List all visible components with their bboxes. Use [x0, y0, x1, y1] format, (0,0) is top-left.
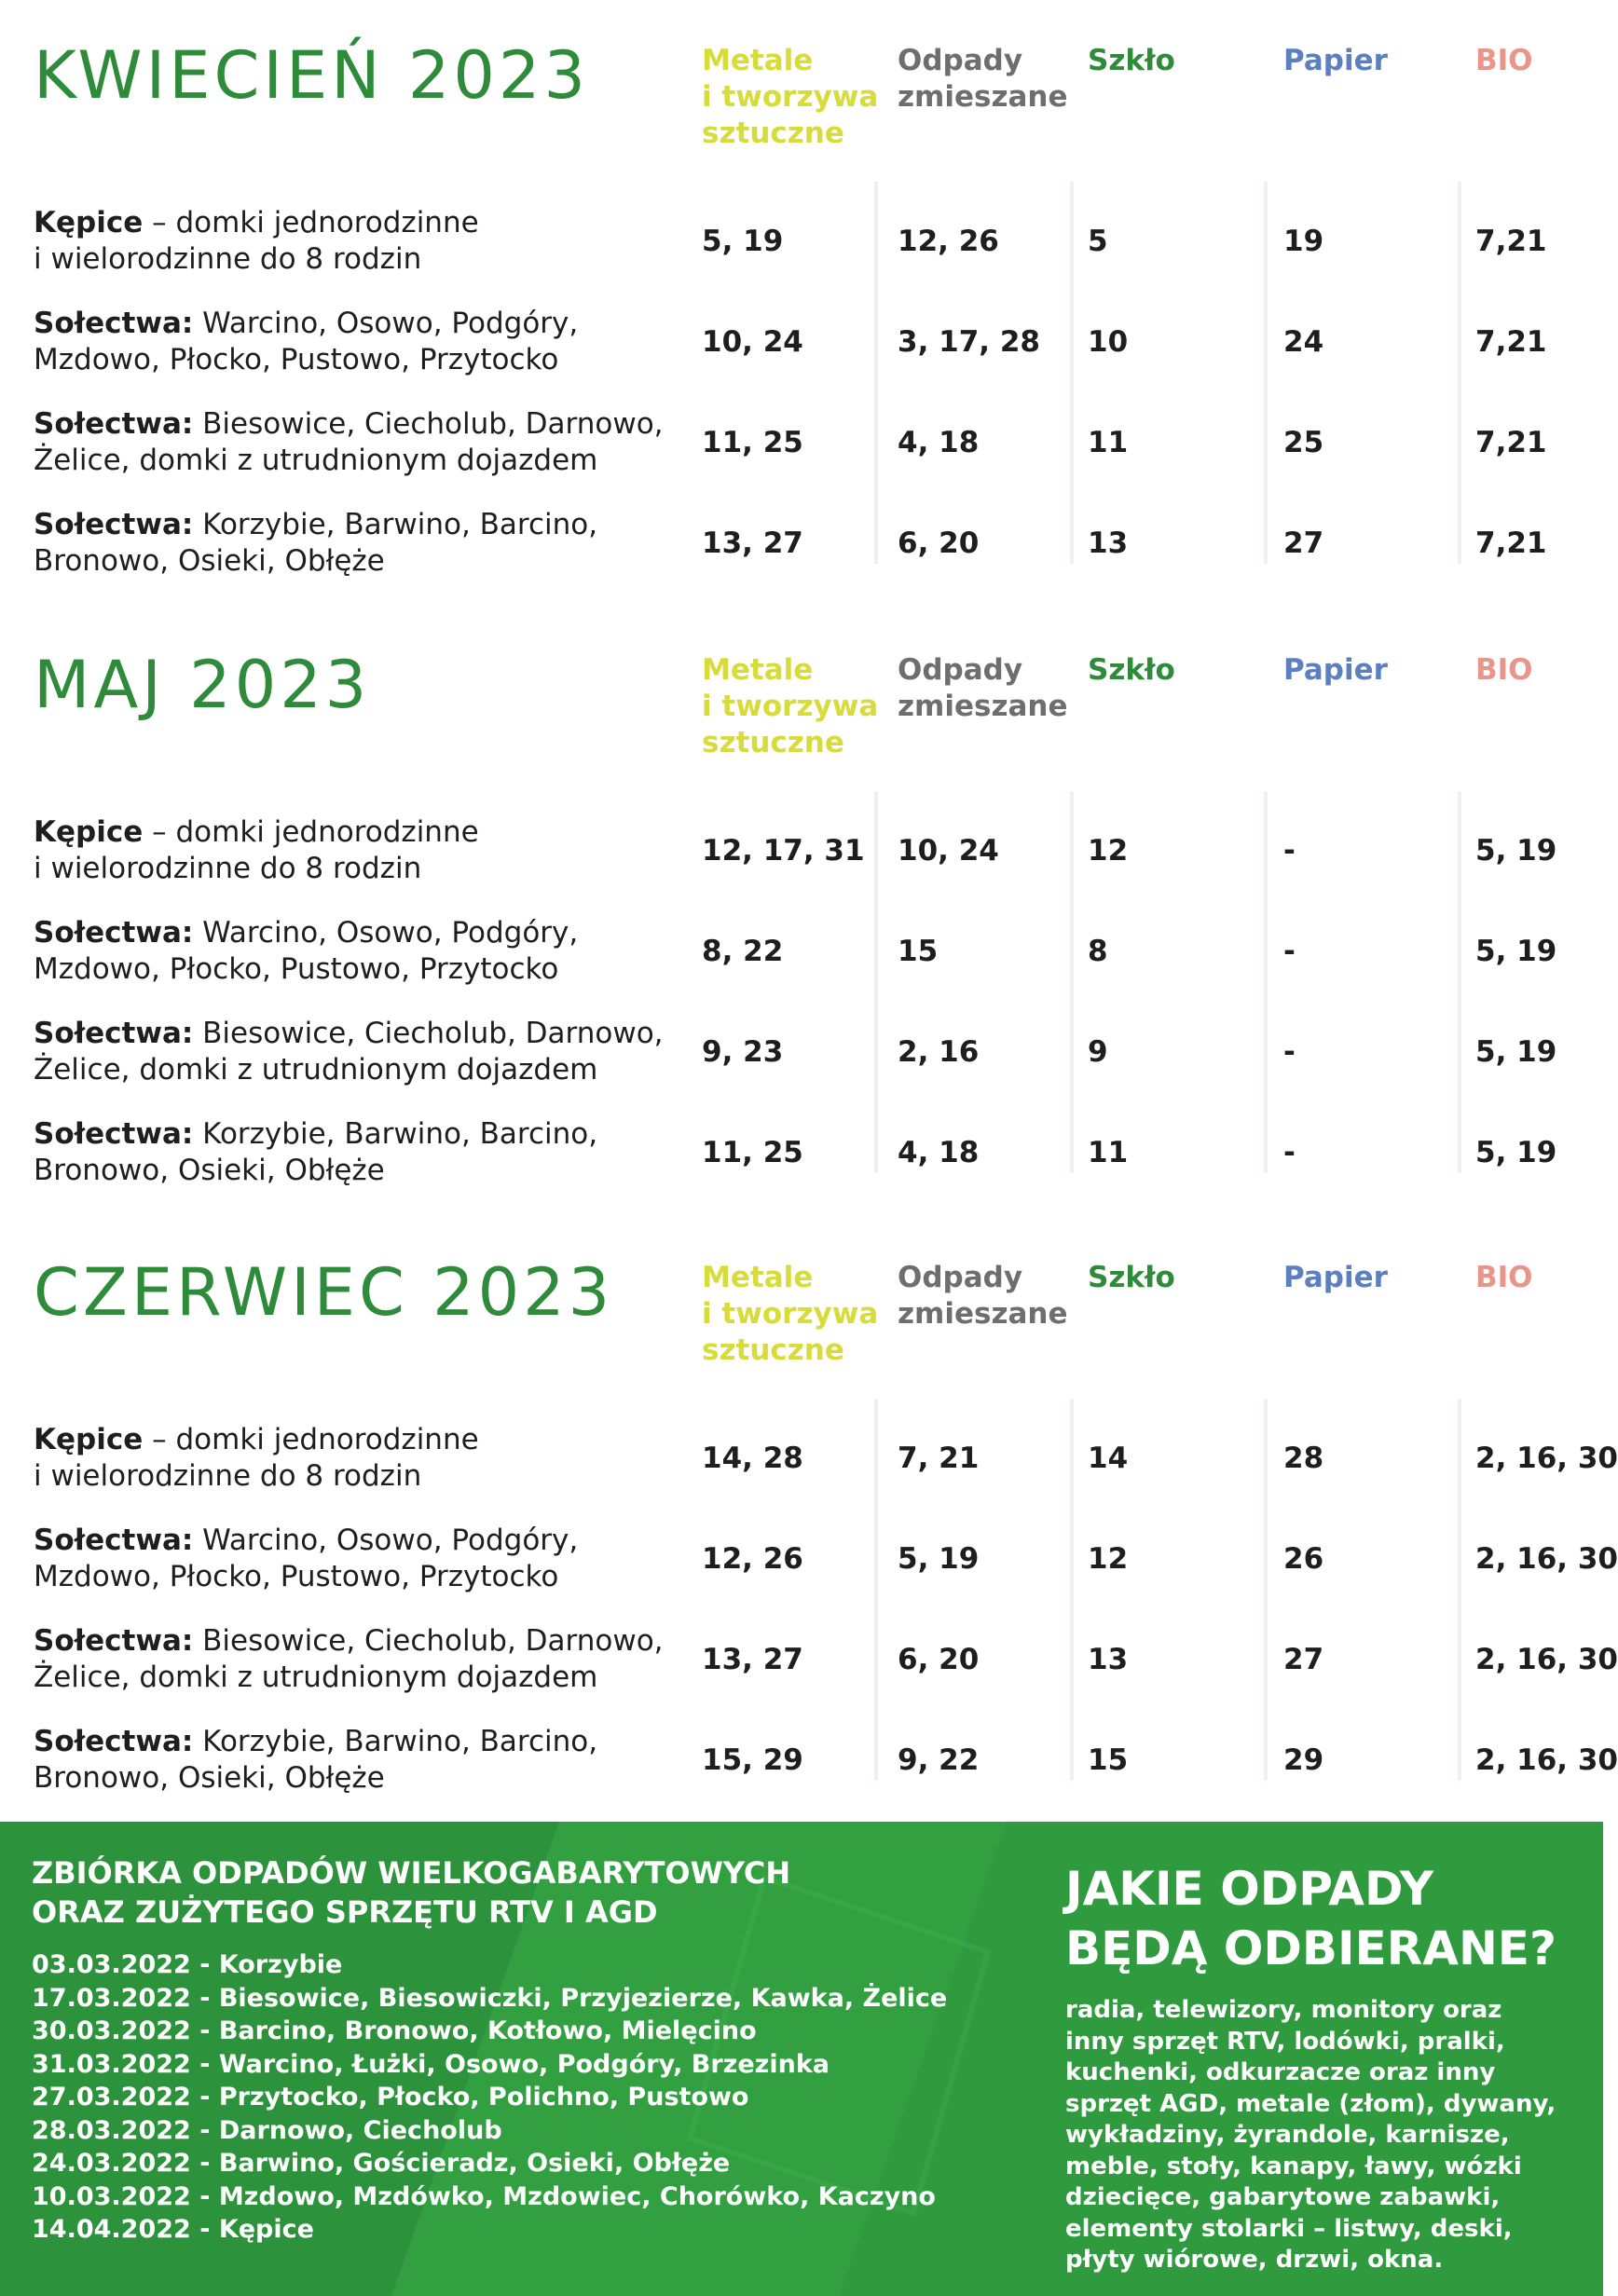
row-label-rest: – domki jednorodzinne: [143, 206, 479, 239]
row-label-bold: Sołectwa:: [34, 1117, 194, 1151]
row-label: [34, 507, 686, 580]
cell-mixed: 5, 19: [898, 1542, 980, 1576]
cell-glass: 9: [1088, 1035, 1108, 1069]
row-label-line2: Mzdowo, Płocko, Pustowo, Przytocko: [34, 1560, 559, 1593]
cell-bio: 2, 16, 30: [1475, 1542, 1618, 1576]
row-label-rest: Warcino, Osowo, Podgóry,: [193, 307, 579, 340]
cell-glass: 8: [1088, 935, 1108, 968]
cell-metal: 10, 24: [702, 325, 803, 359]
cell-paper: 27: [1283, 526, 1324, 560]
cell-mixed: 4, 18: [898, 426, 980, 459]
cell-paper: -: [1283, 1136, 1296, 1169]
row-label-bold: Sołectwa:: [34, 1017, 194, 1050]
row-label-line2: i wielorodzinne do 8 rodzin: [34, 242, 422, 276]
cell-mixed: 6, 20: [898, 1643, 980, 1676]
row-label: [34, 1422, 686, 1495]
accepted-waste-title: JAKIE ODPADY BĘDĄ ODBIERANE?: [1065, 1862, 1556, 1975]
cell-metal: 12, 26: [702, 1542, 803, 1576]
row-label-rest: Biesowice, Ciecholub, Darnowo,: [193, 407, 664, 441]
row-label-bold: Sołectwa:: [34, 1725, 194, 1758]
column-header-glass: Szkło: [1088, 653, 1175, 687]
column-header-bio: BIO: [1475, 44, 1533, 77]
schedule-row: [34, 199, 1603, 289]
row-label-rest: Warcino, Osowo, Podgóry,: [193, 916, 579, 950]
cell-bio: 2, 16, 30: [1475, 1743, 1618, 1777]
column-header-mixed: Odpady zmieszane: [898, 1261, 1068, 1331]
row-label-rest: Korzybie, Barwino, Barcino,: [193, 508, 598, 541]
cell-metal: 12, 17, 31: [702, 834, 865, 868]
accepted-waste-description: radia, telewizory, monitory oraz inny sprzęt RTV, lodówki, pralki, kuchenki, odkurzacze oraz inny sprzęt AGD, metale (złom), dywany, wykładziny, żyrandole, karnisze, meble, stoły, kanapy, ławy, wózki dziecięce, gabarytowe zabawki, elementy stolarki – listwy, deski, płyty wiórowe, drzwi, okna.: [1065, 1996, 1556, 2274]
row-label-bold: Sołectwa:: [34, 508, 194, 541]
cell-bio: 2, 16, 30: [1475, 1643, 1618, 1676]
cell-metal: 15, 29: [702, 1743, 803, 1777]
cell-paper: 27: [1283, 1643, 1324, 1676]
cell-metal: 14, 28: [702, 1442, 803, 1475]
cell-mixed: 2, 16: [898, 1035, 980, 1069]
cell-metal: 8, 22: [702, 935, 784, 968]
row-label-rest: Korzybie, Barwino, Barcino,: [193, 1117, 598, 1151]
schedule-row: [34, 401, 1603, 490]
cell-glass: 13: [1088, 1643, 1129, 1676]
list-item: 30.03.2022 - Barcino, Bronowo, Kotłowo, Mielęcino: [32, 2016, 757, 2045]
row-label-bold: Sołectwa:: [34, 407, 194, 441]
column-header-mixed: Odpady zmieszane: [898, 44, 1068, 114]
row-label-bold: Kępice: [34, 815, 144, 849]
cell-metal: 11, 25: [702, 1136, 803, 1169]
month-section-june: [0, 1217, 1618, 1823]
row-label-line2: Mzdowo, Płocko, Pustowo, Przytocko: [34, 343, 559, 376]
row-label-rest: – domki jednorodzinne: [143, 815, 479, 849]
cell-paper: 29: [1283, 1743, 1324, 1777]
column-header-metal: Metale i tworzywa sztuczne: [702, 44, 879, 150]
cell-bio: 5, 19: [1475, 1035, 1557, 1069]
schedule-row: [34, 1618, 1618, 1707]
cell-bio: 5, 19: [1475, 1136, 1557, 1169]
cell-glass: 15: [1088, 1743, 1129, 1777]
list-item: 31.03.2022 - Warcino, Łużki, Osowo, Podgóry, Brzezinka: [32, 2049, 830, 2079]
month-title: MAJ 2023: [34, 647, 371, 723]
row-label-line2: Bronowo, Osieki, Obłęże: [34, 1761, 385, 1795]
cell-glass: 12: [1088, 834, 1129, 868]
list-item: 14.04.2022 - Kępice: [32, 2215, 314, 2244]
cell-glass: 5: [1088, 225, 1108, 258]
cell-mixed: 10, 24: [898, 834, 999, 868]
list-item: 24.03.2022 - Barwino, Gościeradz, Osieki, Obłęże: [32, 2149, 731, 2178]
cell-glass: 14: [1088, 1442, 1129, 1475]
list-item: 10.03.2022 - Mzdowo, Mzdówko, Mzdowiec, Chorówko, Kaczyno: [32, 2181, 936, 2211]
cell-mixed: 4, 18: [898, 1136, 980, 1169]
cell-glass: 13: [1088, 526, 1129, 560]
row-label-bold: Kępice: [34, 1423, 144, 1456]
row-label-rest: Korzybie, Barwino, Barcino,: [193, 1725, 598, 1758]
list-item: 03.03.2022 - Korzybie: [32, 1950, 343, 1979]
collection-date-list: [32, 1948, 947, 2247]
row-label-line2: i wielorodzinne do 8 rodzin: [34, 1459, 422, 1493]
schedule-row: [34, 501, 1603, 591]
cell-paper: 28: [1283, 1442, 1324, 1475]
column-header-metal: Metale i tworzywa sztuczne: [702, 1261, 879, 1367]
column-header-paper: Papier: [1283, 44, 1388, 77]
row-label: [34, 306, 686, 378]
row-label-line2: Bronowo, Osieki, Obłęże: [34, 544, 385, 578]
row-label: [34, 205, 686, 278]
month-section-april: [0, 0, 1603, 606]
row-label-line2: Bronowo, Osieki, Obłęże: [34, 1154, 385, 1187]
row-label: [34, 1016, 686, 1088]
cell-metal: 5, 19: [702, 225, 784, 258]
row-label-line2: i wielorodzinne do 8 rodzin: [34, 852, 422, 885]
month-title: KWIECIEŃ 2023: [34, 37, 590, 114]
row-label-line2: Mzdowo, Płocko, Pustowo, Przytocko: [34, 952, 559, 986]
row-label-bold: Sołectwa:: [34, 307, 194, 340]
row-label: [34, 814, 686, 887]
cell-bio: 7,21: [1475, 526, 1547, 560]
row-label-line2: Żelice, domki z utrudnionym dojazdem: [34, 444, 598, 477]
row-label-line2: Żelice, domki z utrudnionym dojazdem: [34, 1053, 598, 1086]
row-label-bold: Kępice: [34, 206, 144, 239]
row-label: [34, 1623, 686, 1696]
month-section-may: [0, 609, 1603, 1215]
cell-glass: 12: [1088, 1542, 1129, 1576]
cell-glass: 11: [1088, 1136, 1129, 1169]
cell-paper: 26: [1283, 1542, 1324, 1576]
column-header-mixed: Odpady zmieszane: [898, 653, 1068, 723]
schedule-row: [34, 1416, 1618, 1506]
cell-metal: 9, 23: [702, 1035, 784, 1069]
row-label: [34, 1724, 686, 1797]
cell-mixed: 15: [898, 935, 939, 968]
column-header-glass: Szkło: [1088, 44, 1175, 77]
schedule-row: [34, 300, 1603, 390]
bulky-waste-title: ZBIÓRKA ODPADÓW WIELKOGABARYTOWYCH ORAZ ZUŻYTEGO SPRZĘTU RTV I AGD: [32, 1855, 791, 1930]
row-label-rest: Biesowice, Ciecholub, Darnowo,: [193, 1624, 664, 1658]
bulky-waste-band: [0, 1822, 1603, 2296]
cell-paper: 25: [1283, 426, 1324, 459]
schedule-row: [34, 809, 1603, 898]
schedule-row: [34, 1111, 1603, 1200]
list-item: 17.03.2022 - Biesowice, Biesowiczki, Przyjezierze, Kawka, Żelice: [32, 1983, 948, 2013]
column-header-glass: Szkło: [1088, 1261, 1175, 1294]
cell-metal: 13, 27: [702, 526, 803, 560]
list-item: 28.03.2022 - Darnowo, Ciecholub: [32, 2115, 502, 2145]
cell-mixed: 7, 21: [898, 1442, 980, 1475]
row-label: [34, 1116, 686, 1189]
column-header-bio: BIO: [1475, 653, 1533, 687]
row-label-line2: Żelice, domki z utrudnionym dojazdem: [34, 1660, 598, 1694]
cell-paper: -: [1283, 1035, 1296, 1069]
cell-metal: 13, 27: [702, 1643, 803, 1676]
cell-bio: 5, 19: [1475, 935, 1557, 968]
column-header-paper: Papier: [1283, 1261, 1388, 1294]
cell-glass: 10: [1088, 325, 1129, 359]
cell-paper: 24: [1283, 325, 1324, 359]
row-label-bold: Sołectwa:: [34, 1524, 194, 1557]
cell-bio: 5, 19: [1475, 834, 1557, 868]
row-label-rest: Warcino, Osowo, Podgóry,: [193, 1524, 579, 1557]
cell-bio: 7,21: [1475, 325, 1547, 359]
row-label: [34, 406, 686, 479]
cell-mixed: 12, 26: [898, 225, 999, 258]
cell-paper: 19: [1283, 225, 1324, 258]
schedule-row: [34, 1718, 1618, 1808]
list-item: 27.03.2022 - Przytocko, Płocko, Polichno, Pustowo: [32, 2083, 749, 2112]
cell-paper: -: [1283, 935, 1296, 968]
cell-metal: 11, 25: [702, 426, 803, 459]
cell-glass: 11: [1088, 426, 1129, 459]
row-label-bold: Sołectwa:: [34, 1624, 194, 1658]
column-header-bio: BIO: [1475, 1261, 1533, 1294]
schedule-row: [34, 1010, 1603, 1100]
month-title: CZERWIEC 2023: [34, 1254, 614, 1331]
row-label-rest: – domki jednorodzinne: [143, 1423, 479, 1456]
column-header-paper: Papier: [1283, 653, 1388, 687]
cell-mixed: 6, 20: [898, 526, 980, 560]
row-label: [34, 915, 686, 988]
schedule-row: [34, 1517, 1618, 1606]
row-label: [34, 1523, 686, 1595]
cell-mixed: 3, 17, 28: [898, 325, 1040, 359]
cell-bio: 7,21: [1475, 225, 1547, 258]
cell-paper: -: [1283, 834, 1296, 868]
cell-bio: 7,21: [1475, 426, 1547, 459]
row-label-rest: Biesowice, Ciecholub, Darnowo,: [193, 1017, 664, 1050]
cell-mixed: 9, 22: [898, 1743, 980, 1777]
row-label-bold: Sołectwa:: [34, 916, 194, 950]
cell-bio: 2, 16, 30: [1475, 1442, 1618, 1475]
schedule-row: [34, 909, 1603, 999]
column-header-metal: Metale i tworzywa sztuczne: [702, 653, 879, 759]
